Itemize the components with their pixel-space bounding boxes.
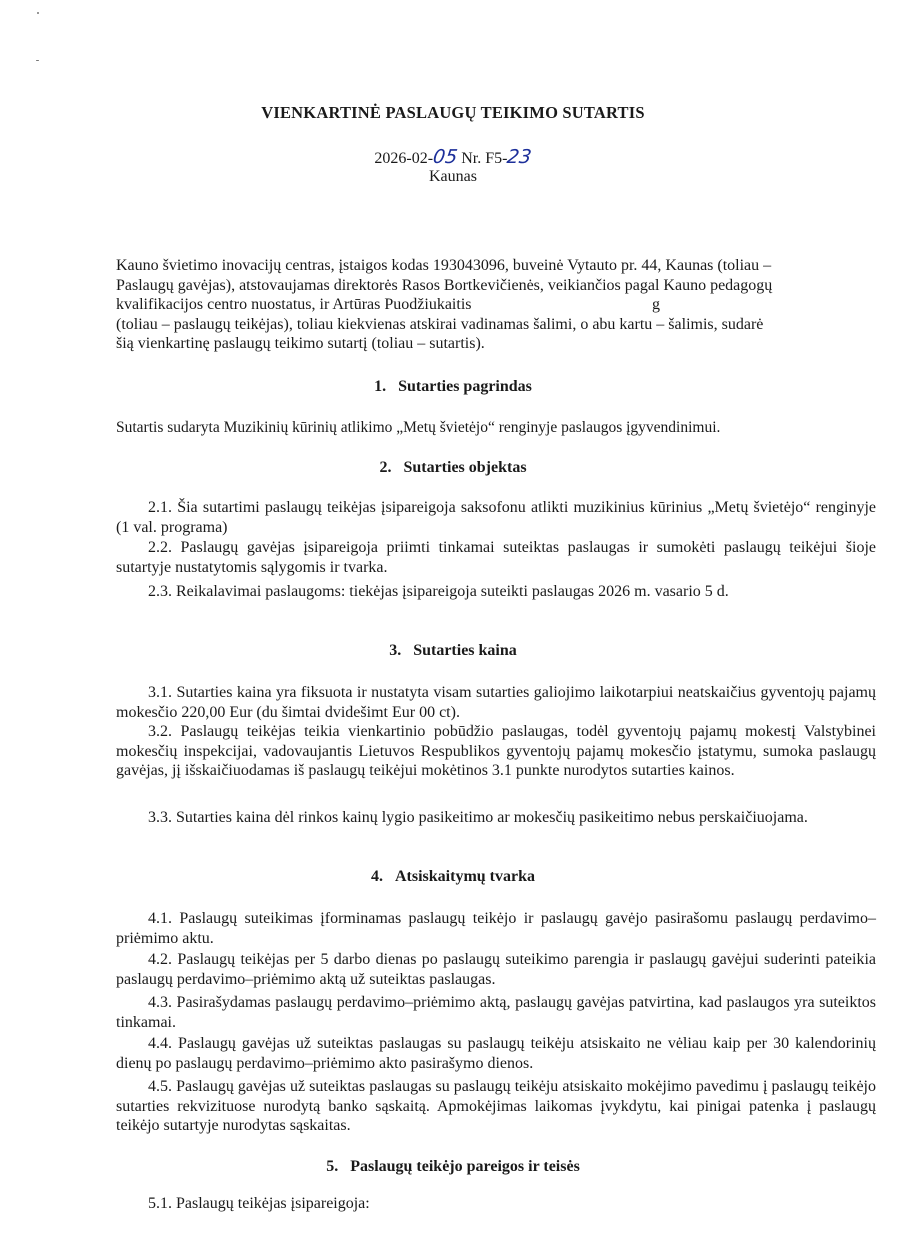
intro-line: (toliau – paslaugų teikėjas), toliau kiekvienas atskirai vadinamas šalimi, o abu kartu – šalimis, sudarė — [116, 315, 764, 333]
contract-city: Kaunas — [429, 168, 477, 185]
date-prefix: 2026-02- — [374, 150, 434, 167]
handwritten-date-day: 05 — [431, 146, 459, 168]
section-title: Sutarties pagrindas — [398, 378, 532, 395]
contract-date-number — [0, 148, 906, 168]
section-3-heading — [0, 642, 906, 660]
section-title: Sutarties objektas — [403, 459, 527, 476]
intro-line: Paslaugų gavėjas), atstovaujamas direktorės Rasos Bortkevičienės, veikiančios pagal Kauno pedagogų — [116, 276, 773, 294]
section-title: Paslaugų teikėjo pareigos ir teisės — [350, 1158, 580, 1175]
redacted-mark: g — [652, 296, 660, 313]
section-5-heading — [0, 1158, 906, 1176]
section-4-heading — [0, 868, 906, 886]
clause-4-2: 4.2. Paslaugų teikėjas per 5 darbo dienas po paslaugų suteikimo parengia ir paslaugų gavėjui suderinti pateikia paslaugų perdavimo–priėmimo aktą už suteiktas paslaugas. — [116, 951, 876, 988]
section-number: 1. — [374, 378, 387, 395]
clause-2-3: 2.3. Reikalavimai paslaugoms: tiekėjas įsipareigoja suteikti paslaugas 2026 m. vasario 5 d. — [148, 583, 729, 600]
section-2-heading — [0, 459, 906, 477]
section-number: 2. — [379, 459, 392, 476]
section-1-heading — [0, 378, 906, 396]
intro-line-wrap — [116, 295, 876, 315]
clause-4-5: 4.5. Paslaugų gavėjas už suteiktas paslaugas su paslaugų teikėju atsiskaito mokėjimo pavedimu į paslaugų teikėjo sutarties rekvizituose nurodytą banko sąskaitą. Apmokėjimas laikomas įvykdytu, kai pinigai patenka į paslaugų teikėjo sutartyje nurodytas sąskaitas. — [116, 1078, 876, 1134]
intro-line: Kauno švietimo inovacijų centras, įstaigos kodas 193043096, buveinė Vytauto pr. 44, Kaunas (toliau – — [116, 257, 772, 274]
scan-speck — [36, 60, 39, 61]
section-title: Atsiskaitymų tvarka — [394, 868, 535, 885]
section-title: Sutarties kaina — [413, 642, 517, 659]
clause-2-2: 2.2. Paslaugų gavėjas įsipareigoja priimti tinkamai suteiktas paslaugas ir sumokėti paslaugų teikėjui šioje sutartyje nustatytomis sąlygomis ir tvarka. — [116, 539, 876, 576]
section-number: 3. — [389, 642, 402, 659]
contract-title: VIENKARTINĖ PASLAUGŲ TEIKIMO SUTARTIS — [261, 103, 645, 122]
number-prefix: Nr. F5- — [461, 150, 508, 167]
clause-4-1: 4.1. Paslaugų suteikimas įforminamas paslaugų teikėjo ir paslaugų gavėjo pasirašomu paslaugų perdavimo–priėmimo aktu. — [116, 910, 876, 947]
section-1-text: Sutartis sudaryta Muzikinių kūrinių atlikimo „Metų švietėjo“ renginyje paslaugos įgyvendinimui. — [116, 419, 721, 436]
section-number: 4. — [370, 868, 383, 885]
clause-2-1: 2.1. Šia sutartimi paslaugų teikėjas įsipareigoja saksofonu atlikti muzikinius kūrinius „Metų švietėjo“ renginyje (1 val. programa) — [116, 499, 876, 536]
clause-5-1: 5.1. Paslaugų teikėjas įsipareigoja: — [148, 1195, 370, 1212]
clause-3-3: 3.3. Sutarties kaina dėl rinkos kainų lygio pasikeitimo ar mokesčių pasikeitimo nebus perskaičiuojama. — [148, 809, 808, 826]
intro-paragraph — [116, 256, 876, 354]
clause-4-4: 4.4. Paslaugų gavėjas už suteiktas paslaugas su paslaugų teikėju atsiskaito ne vėliau kaip per 30 kalendorinių dienų po paslaugų perdavimo–priėmimo akto pasirašymo dienos. — [116, 1035, 876, 1072]
clause-4-3: 4.3. Pasirašydamas paslaugų perdavimo–priėmimo aktą, paslaugų gavėjas patvirtina, kad paslaugos yra suteiktos tinkamai. — [116, 994, 876, 1031]
section-number: 5. — [326, 1158, 339, 1175]
clause-3-1: 3.1. Sutarties kaina yra fiksuota ir nustatyta visam sutarties galiojimo laikotarpiui neatskaičius gyventojų pajamų mokesčio 220,00 Eur (du šimtai dvidešimt Eur 00 ct). — [116, 684, 876, 721]
intro-line: šią vienkartinę paslaugų teikimo sutartį (toliau – sutartis). — [116, 335, 485, 352]
scan-speck — [37, 12, 39, 14]
handwritten-contract-number: 23 — [505, 146, 534, 168]
clause-3-2: 3.2. Paslaugų teikėjas teikia vienkartinio pobūdžio paslaugas, todėl gyventojų pajamų mokestį Valstybinei mokesčių inspekcijai, vadovaujantis Lietuvos Respublikos gyventojų pajamų mokesčio įstatymu, sumoka paslaugų gavėjas, jį išskaičiuodamas iš paslaugų teikėjui mokėtinos 3.1 punkte nurodytos sutarties kainos. — [116, 723, 876, 779]
intro-line: kvalifikacijos centro nuostatus, ir Artūras Puodžiukaitis — [116, 296, 472, 313]
